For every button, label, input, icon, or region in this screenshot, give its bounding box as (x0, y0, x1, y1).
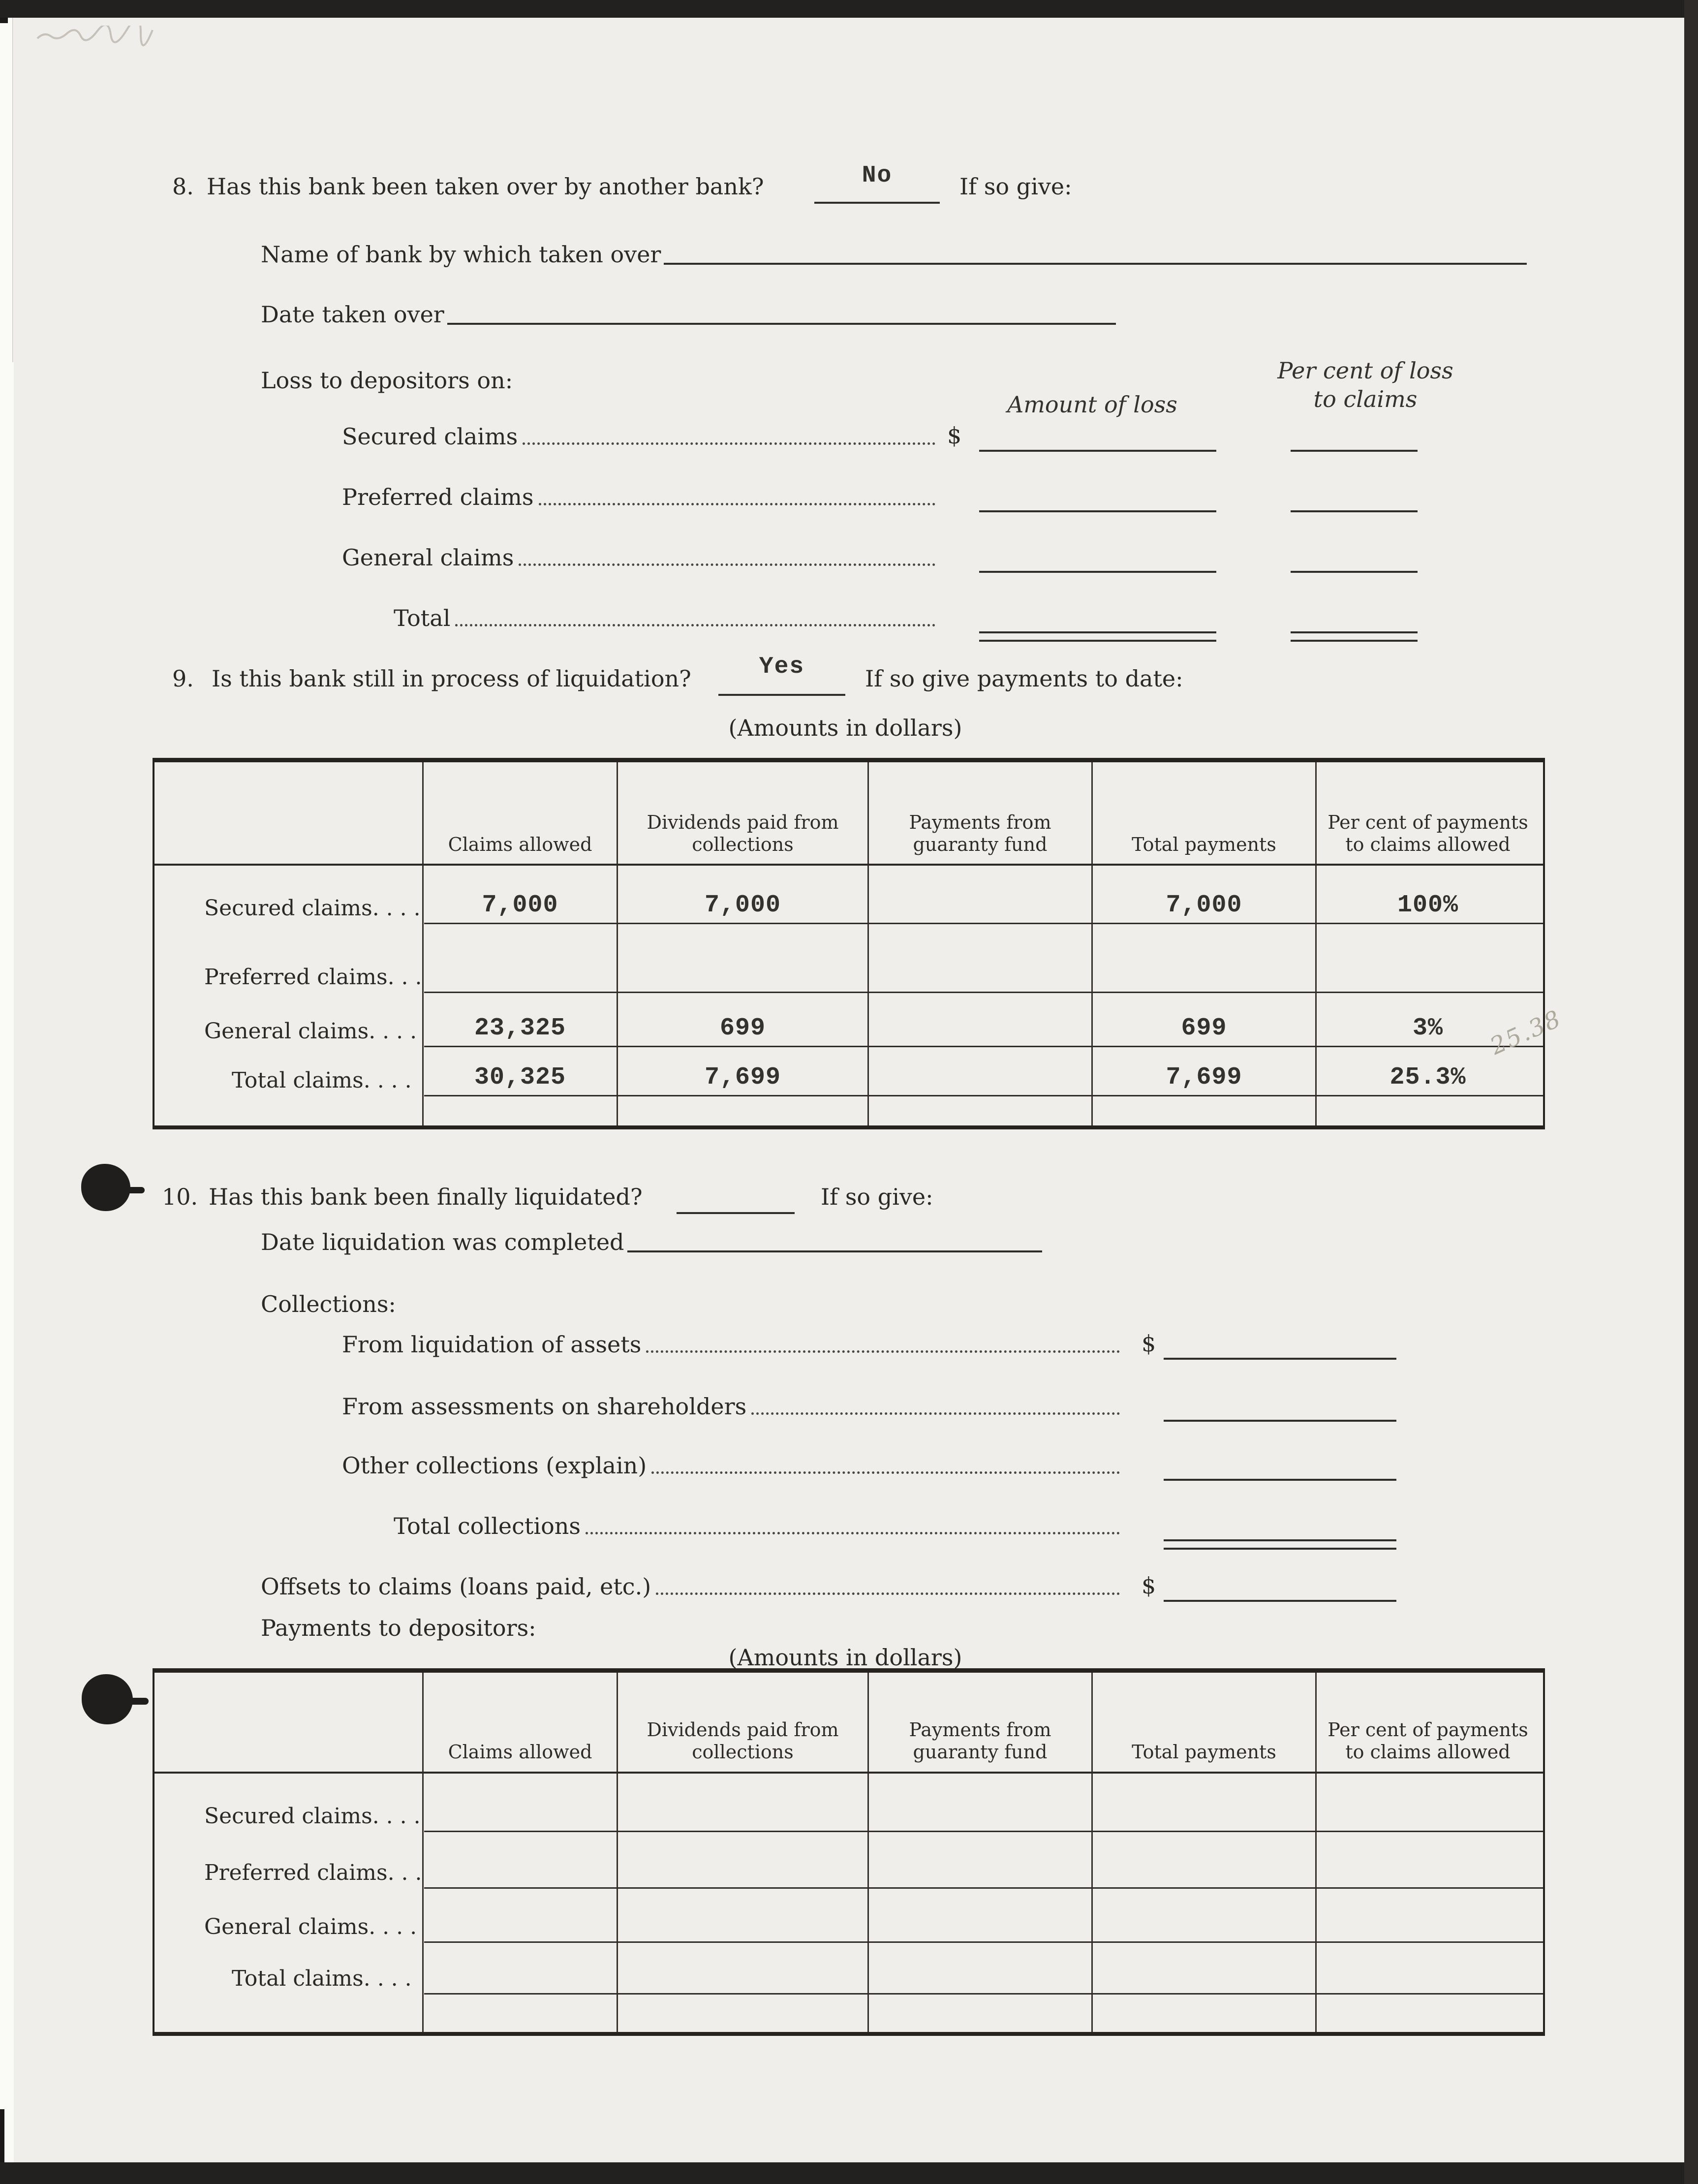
cell-value: 7,699 (1166, 1063, 1242, 1092)
question-8-number: 8. (172, 173, 194, 200)
row-rule[interactable] (424, 1941, 1543, 1943)
cell-value: 100% (1397, 891, 1459, 919)
percent-of-loss-line[interactable] (1291, 450, 1418, 452)
dotted-leader (646, 1350, 1120, 1353)
collection-amount-line[interactable] (1164, 1358, 1396, 1360)
offsets-amount-line[interactable] (1164, 1600, 1396, 1602)
question-10-number: 10. (162, 1184, 198, 1210)
collections-label: Collections: (261, 1291, 396, 1317)
column-header-percent: Per cent of payments to claims allowed (1328, 811, 1528, 856)
column-header-claims-allowed: Claims allowed (448, 834, 592, 856)
date-liquidation-line[interactable] (627, 1250, 1043, 1252)
date-liquidation-field (261, 1229, 1043, 1255)
cell-value: 30,325 (474, 1063, 566, 1092)
loss-row-preferred (342, 484, 942, 510)
row-rule (424, 992, 1543, 993)
dotted-leader (651, 1471, 1120, 1474)
dotted-leader (586, 1532, 1120, 1534)
loss-to-depositors-label: Loss to depositors on: (261, 367, 513, 394)
header-separator (154, 1772, 1543, 1774)
row-rule[interactable] (424, 1831, 1543, 1832)
payments-to-depositors-table (153, 1668, 1545, 2036)
amounts-in-dollars-note: (Amounts in dollars) (728, 715, 962, 741)
offsets-row (261, 1573, 1127, 1600)
percent-of-loss-header-line2: to claims (1313, 386, 1418, 412)
ink-blot (82, 1674, 133, 1724)
collection-amount-line[interactable] (1164, 1479, 1396, 1481)
cell-value: 25.3% (1389, 1063, 1466, 1092)
dotted-leader (539, 503, 935, 505)
question-8-text: Has this bank been taken over by another bank? (207, 173, 764, 200)
cell-value: 7,000 (482, 891, 558, 919)
collection-row-assets (342, 1331, 1127, 1358)
collection-amount-line[interactable] (1164, 1420, 1396, 1422)
scanner-edge-right (1684, 0, 1698, 2184)
row-label-secured-claims: Secured claims. . . . (204, 896, 421, 921)
amounts-in-dollars-note: (Amounts in dollars) (728, 1644, 962, 1671)
ink-blot-tail (127, 1187, 145, 1193)
total-percent-double-line[interactable] (1291, 631, 1418, 642)
row-rule (424, 1046, 1543, 1047)
dollar-sign: $ (947, 422, 962, 449)
amount-of-loss-line[interactable] (979, 571, 1216, 573)
column-header-total-payments: Total payments (1132, 1741, 1276, 1763)
question-10-text: Has this bank been finally liquidated? (209, 1184, 643, 1210)
offsets-label: Offsets to claims (loans paid, etc.) (261, 1573, 651, 1600)
loss-row-label: General claims (342, 544, 514, 571)
name-of-bank-label: Name of bank by which taken over (261, 241, 661, 268)
row-rule (424, 923, 1543, 924)
percent-of-loss-line[interactable] (1291, 571, 1418, 573)
scanner-edge-top (0, 0, 1698, 18)
cell-value: 7,699 (704, 1063, 781, 1092)
ink-blot-tail (129, 1698, 149, 1705)
collection-row-label: Other collections (explain) (342, 1452, 647, 1479)
name-of-bank-line[interactable] (664, 263, 1527, 265)
question-9-number: 9. (172, 665, 194, 692)
row-label-secured-claims: Secured claims. . . . (204, 1804, 421, 1829)
row-label-general-claims: General claims. . . . (204, 1019, 417, 1044)
cell-value: 699 (1181, 1014, 1227, 1042)
amount-of-loss-line[interactable] (979, 510, 1216, 512)
column-header-dividends: Dividends paid from collections (647, 811, 839, 856)
date-liquidation-label: Date liquidation was completed (261, 1229, 624, 1255)
scanner-edge-bottom (0, 2162, 1698, 2184)
column-header-dividends: Dividends paid from collections (647, 1719, 839, 1763)
payments-to-depositors-label: Payments to depositors: (261, 1615, 536, 1641)
question-9-answer-line[interactable] (718, 694, 845, 696)
dotted-leader (519, 563, 935, 566)
row-label-preferred-claims: Preferred claims. . . (204, 965, 422, 990)
cell-value (869, 890, 1091, 921)
cell-value: 7,000 (704, 891, 781, 919)
collection-row-label: From liquidation of assets (342, 1331, 642, 1358)
dotted-leader (751, 1412, 1120, 1415)
question-8-answer: No (862, 162, 893, 189)
total-amount-double-line[interactable] (979, 631, 1216, 642)
date-taken-over-field (261, 301, 1117, 328)
question-9-if-so: If so give payments to date: (865, 665, 1183, 692)
cell-value (869, 1062, 1091, 1093)
dollar-sign: $ (1142, 1572, 1156, 1599)
paper-edge-left (0, 18, 14, 2162)
loss-row-total (394, 605, 942, 631)
payments-to-date-table (153, 758, 1545, 1129)
paper-crease (12, 18, 13, 362)
loss-row-label: Preferred claims (342, 484, 534, 510)
loss-row-label: Secured claims (342, 423, 518, 450)
corner-mark (0, 18, 8, 23)
percent-of-loss-header-line1: Per cent of loss (1277, 357, 1453, 384)
amount-of-loss-header: Amount of loss (1007, 391, 1177, 418)
row-label-total-claims: Total claims. . . . (232, 1966, 412, 1991)
cell-value: 3% (1412, 1014, 1443, 1042)
paper-shadow-right (1638, 18, 1684, 2162)
row-rule (424, 1095, 1543, 1096)
amount-of-loss-line[interactable] (979, 450, 1216, 452)
column-header-guaranty: Payments from guaranty fund (909, 811, 1051, 856)
column-header-percent: Per cent of payments to claims allowed (1328, 1719, 1528, 1763)
cell-value: 23,325 (474, 1014, 566, 1042)
row-label-preferred-claims: Preferred claims. . . (204, 1860, 422, 1885)
question-10-answer-line[interactable] (677, 1212, 795, 1214)
collection-row-total (394, 1513, 1127, 1539)
question-10-if-so: If so give: (821, 1184, 933, 1210)
row-label-general-claims: General claims. . . . (204, 1914, 417, 1939)
question-9-text: Is this bank still in process of liquidation? (212, 665, 691, 692)
date-taken-over-label: Date taken over (261, 301, 444, 328)
column-header-guaranty: Payments from guaranty fund (909, 1719, 1051, 1763)
header-separator (154, 864, 1543, 866)
cell-value: 699 (719, 1014, 766, 1042)
dotted-leader (523, 442, 935, 445)
dotted-leader (455, 624, 935, 626)
ink-blot (81, 1164, 130, 1211)
loss-row-general (342, 544, 942, 571)
name-of-bank-field (261, 241, 1528, 268)
loss-row-label: Total (394, 605, 451, 631)
column-header-claims-allowed: Claims allowed (448, 1741, 592, 1763)
column-header-total-payments: Total payments (1132, 834, 1276, 856)
question-8-if-so: If so give: (959, 173, 1072, 200)
date-taken-over-line[interactable] (447, 323, 1116, 325)
collection-row-label: From assessments on shareholders (342, 1393, 747, 1420)
collection-row-shareholders (342, 1393, 1127, 1420)
edge-sliver (0, 2109, 4, 2162)
total-collections-double-line[interactable] (1164, 1539, 1396, 1550)
collection-row-other (342, 1452, 1127, 1479)
question-8-answer-line[interactable] (814, 202, 940, 204)
row-rule[interactable] (424, 1887, 1543, 1889)
pencil-scribble (35, 26, 163, 47)
percent-of-loss-line[interactable] (1291, 510, 1418, 512)
collection-row-label: Total collections (394, 1513, 581, 1539)
dollar-sign: $ (1142, 1330, 1156, 1357)
question-9-answer: Yes (759, 654, 805, 680)
cell-value (869, 1013, 1091, 1044)
row-label-total-claims: Total claims. . . . (232, 1068, 412, 1093)
loss-row-secured (342, 423, 942, 450)
pencil-annotation: 25.38 (1486, 1004, 1566, 1061)
cell-value: 7,000 (1166, 891, 1242, 919)
dotted-leader (656, 1592, 1120, 1595)
row-rule[interactable] (424, 1993, 1543, 1995)
